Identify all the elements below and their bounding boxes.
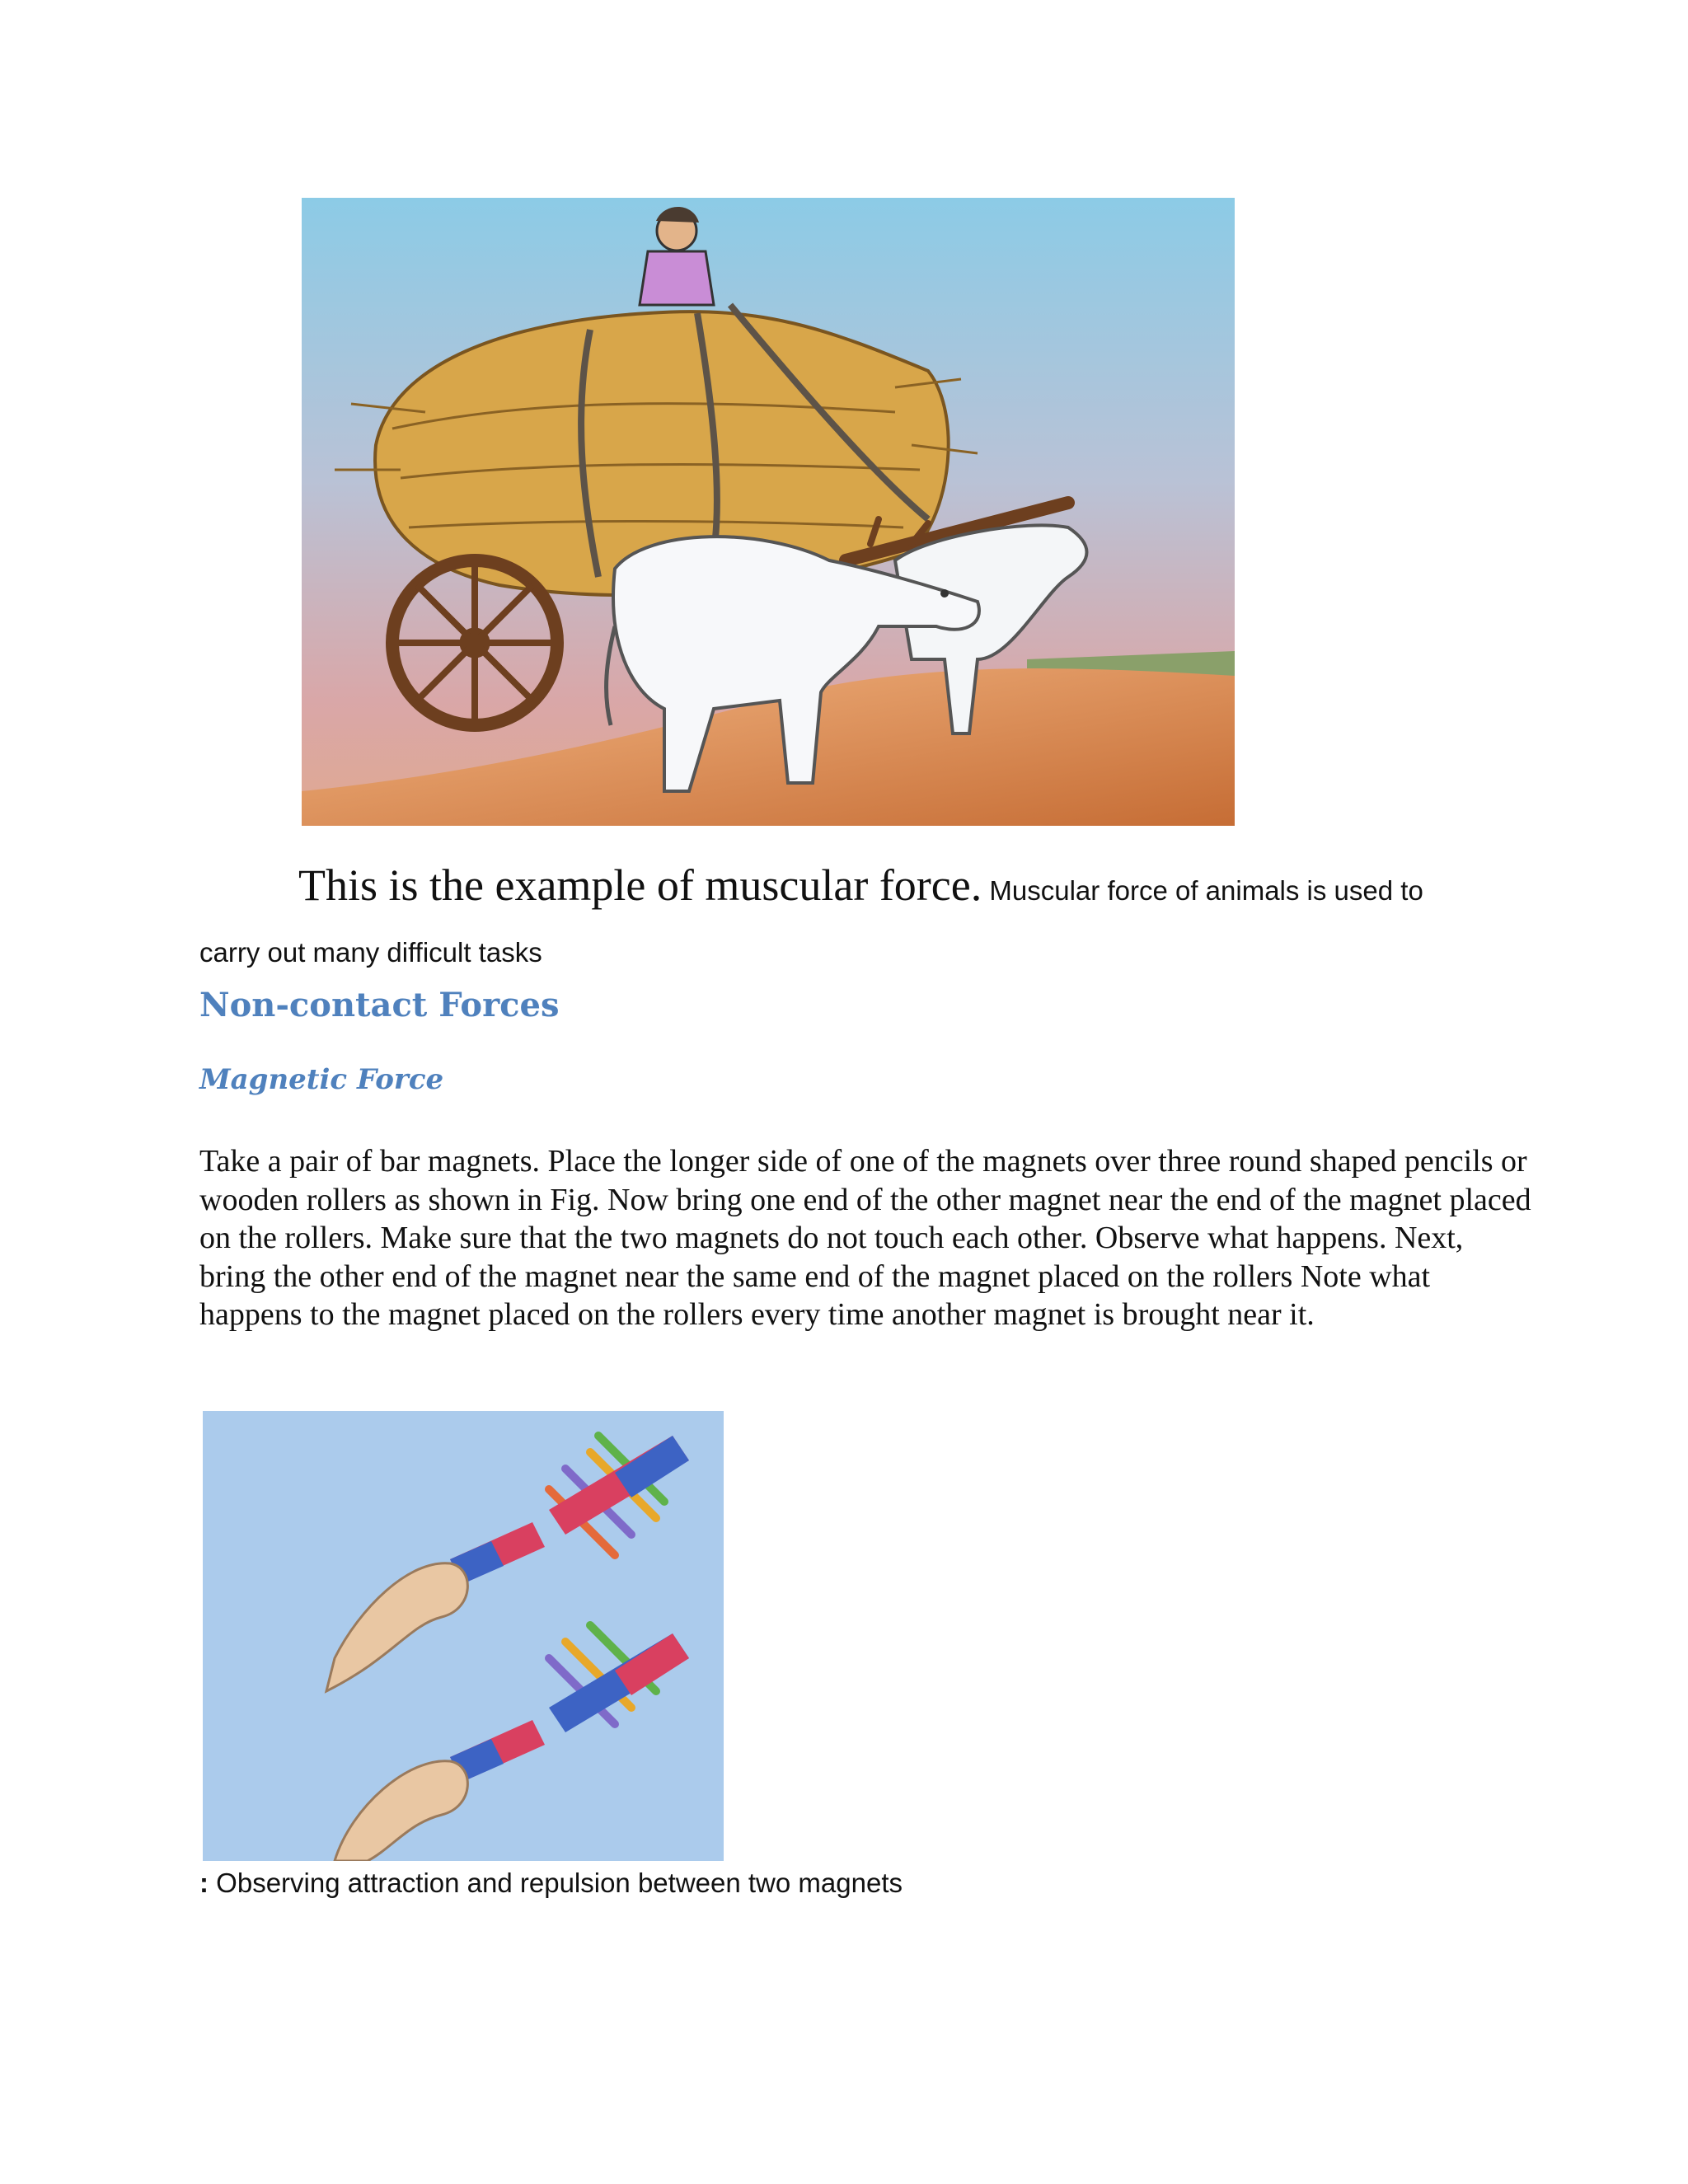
caption-prefix: : <box>199 1868 209 1898</box>
cart-caption <box>199 857 1485 987</box>
caption-lead: This is the example of muscular force. <box>298 860 982 910</box>
body-paragraph: Take a pair of bar magnets. Place the longer side of one of the magnets over three round shaped pencils or wooden rollers as shown in Fig. Now bring one end of the other magnet near the end of the magnet placed on the rollers. Make sure that the two magnets do not touch each other. Observe what happens. Next, bring the other end of the magnet near the same end of the magnet placed on the rollers Note what happens to the magnet placed on the rollers every time another magnet is brought near it. <box>199 1144 1531 1332</box>
magnets-caption <box>199 1868 903 1899</box>
section-heading: Non-contact Forces <box>199 986 560 1024</box>
caption-rest: Muscular force of animals is used to carry out many difficult tasks <box>199 875 1423 968</box>
bar-magnets-icon <box>203 1411 724 1861</box>
caption-text: Observing attraction and repulsion between two magnets <box>209 1868 903 1898</box>
section-subheading: Magnetic Force <box>199 1063 444 1096</box>
bullock-cart-image <box>302 198 1235 826</box>
magnets-image <box>203 1411 724 1861</box>
bullock-cart-icon <box>302 198 1235 826</box>
